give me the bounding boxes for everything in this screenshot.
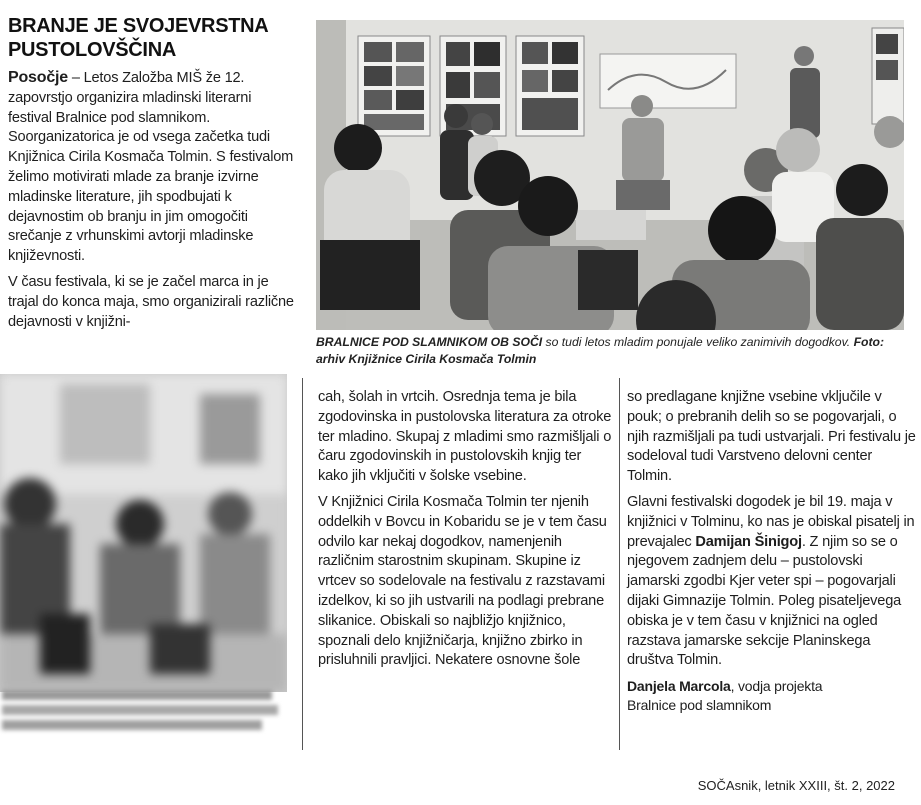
paragraph-part: Glavni festivalski dogodek je bil 19. maja v knjižnici v Tolminu, ko nas je obiskal pisatelj in prevajalec [627,493,915,550]
article-lead-text: – Letos Založba MIŠ že 12. zapovrstjo organizira mladinski literarni festival Bralnice pod slamnikom. Soorganizatorica je od vsega začetka tudi Knjižnica Cirila Kosmača Tolmin. S festivalom želimo motivirati mlade za branje izvirne mladinske literature, jih spodbujati k dejavnostim ob branju in jim omogočiti srečanje z vrhunskimi avtorji mladinske književnosti. [8,70,294,265]
article-paragraph: cah, šolah in vrtcih. Osrednja tema je bila zgodovinska in pustolovska literatura za otroke ter mladino. Skupaj z mladimi smo razmišljali o čaru zgodovinskih in pustolovskih knjig ter kako jih vključiti v šolske vsebine. [318,389,612,485]
caption-text: so tudi letos mladim ponujale veliko zanimivih dogodkov. [542,335,854,349]
article-paragraph: V Knjižnici Cirila Kosmača Tolmin ter njenih oddelkih v Bovcu in Kobaridu se je v tem času odvilo kar nekaj dogodkov, namenjenih različnim starostnim skupinam. Skupine iz vrtcev so sodelovale na festivalu z razstavami izdelkov, ki so jih ustvarili na podlagi prebrane slikanice. Obiskali so najbližjo knjižnico, spoznali delo knjižničarja, knjižno zbirko in prisluhnili pravljici. Nekatere osnovne šole [318,493,607,669]
article-column-1 [8,68,296,332]
paragraph-part: . Z njim so se o njegovem zadnjem delu – pustolovski jamarski zgodbi Kjer veter spi – pogovarjali dijaki Gimnazije Tolmin. Poleg pisateljevega obiska je v tem času v knjižnici na ogled razstava jamarske sekcije Planinskega društva Tolmin. [627,533,902,669]
signature [627,677,919,715]
signature-project: Bralnice pod slamnikom [627,697,772,714]
column-divider [619,378,620,750]
blurred-caption-placeholder [2,686,286,734]
signature-role: , vodja projekta [730,678,823,695]
photo-caption [316,334,906,368]
blurred-photo-icon [0,374,287,692]
photo-audience-listening-icon [316,20,904,330]
caption-credit: Foto: arhiv Knjižnice Cirila Kosmača Tolmin [316,335,885,366]
signature-name: Danjela Marcola [627,678,731,695]
article-paragraph [627,493,919,671]
article-place: Posočje [8,69,68,86]
article-title: BRANJE JE SVOJEVRSTNA PUSTOLOVŠČINA [8,15,268,61]
article-column-3 [627,388,919,715]
article-paragraph [8,68,296,267]
article-paragraph: V času festivala, ki se je začel marca in je trajal do konca maja, smo organizirali različne dejavnosti v knjižni- [8,273,294,330]
column-divider [302,378,303,750]
publication-footer: SOČAsnik, letnik XXIII, št. 2, 2022 [697,778,895,793]
article-column-2 [318,388,614,671]
author-name: Damijan Šinigoj [695,533,802,550]
article-paragraph: so predlagane knjižne vsebine vključile v pouk; o prebranih delih so se pogovarjali, o njih razmišljali pa tudi ustvarjali. Pri festivalu je sodeloval tudi Varstveno delovni center Tolmin. [627,389,916,485]
caption-title: BRALNICE POD SLAMNIKOM OB SOČI [316,335,543,349]
